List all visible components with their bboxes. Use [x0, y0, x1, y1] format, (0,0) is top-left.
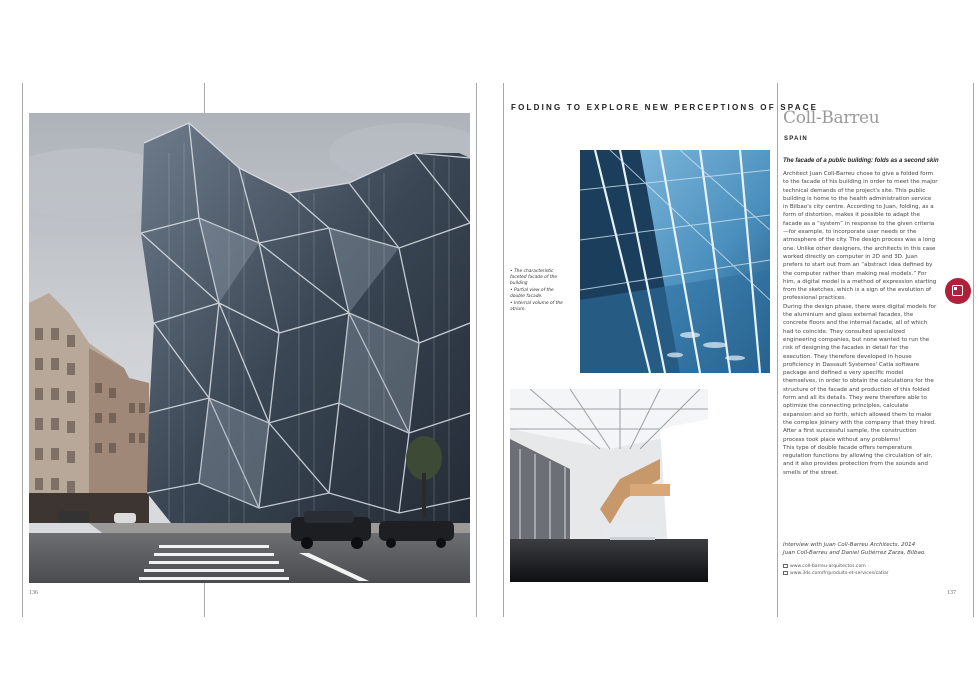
facade-building-photo [29, 113, 470, 583]
web-links [783, 563, 953, 577]
photo-captions [510, 269, 566, 314]
body-paragraph: During the design phase, there were digital models for the aluminium and glass external facades, the concrete floors and the internal facade, all of which had to coincide. They consulted specialized engineering companies, but none wanted to run the risk of designing the facades in detail for the execution. They therefore developed in house proficiency in Dassault Systemes' Catia software package and defined a very specific model themselves, in order to obtain the calculations for the structure of the facade and production of this folded form and all its details. They were therefore able to optimize the connecting principles, calculate expansion and so forth, which allowed them to make the complex joinery with the company that they hired. After a first successful sample, the construction process took place without any problems! [783, 303, 937, 443]
article-body [783, 170, 938, 477]
caption-item: • Internal volume of the atrium. [510, 301, 563, 313]
studio-name: Coll-Barreu [783, 108, 880, 128]
web-link[interactable]: www.3ds.com/fr/produits-et-services/catia/ [783, 570, 953, 577]
caption-item: • Partial view of the double facade. [510, 288, 554, 300]
chapter-icon [952, 285, 963, 296]
chapter-tab[interactable] [945, 278, 971, 304]
page-rule [973, 83, 974, 617]
right-page-number: 137 [947, 590, 956, 596]
page-rule [476, 83, 477, 617]
credit-line: Juan Coll-Barreu and Daniel Gutiérrez Zarza, Bilbao. [783, 550, 926, 556]
web-link[interactable]: www.coll-barreu-arquitectos.com [783, 563, 953, 570]
credit-line: Interview with Juan Coll-Barreu Architects, 2014 [783, 542, 916, 548]
page-rule [204, 583, 205, 617]
body-paragraph: This type of double facade offers temperature regulation functions by allowing the circulation of air, and it also provides protection from the sounds and smells of the street. [783, 444, 933, 476]
monitor-icon [783, 564, 788, 568]
body-paragraph: Architect Juan Coll-Barreu chose to give a folded form to the facade of his building in order to meet the major technical demands of the project's site. This public building is home to the health administration service in Bilbao's city centre. According to Juan, folding, as a form of distortion, makes it possible to adapt the facade as a “system” in response to the given criteria—for example, to incorporate user needs or the atmosphere of the city. The design process was a long one. Unlike other designers, the architects in this case worked directly on computer in 2D and 3D. Juan prefers to start out from an “abstract idea defined by the computer rather than making real models.” For him, a digital model is a method of expression starting from the sketches, which is a sign of the evolution of professional practices. [783, 171, 938, 302]
double-facade-photo [580, 150, 770, 373]
atrium-interior-photo [510, 389, 708, 582]
page-rule [204, 83, 205, 113]
left-page-number: 136 [29, 590, 38, 596]
page-rule [22, 83, 23, 617]
country-label: SPAIN [784, 136, 808, 142]
monitor-icon [783, 571, 788, 575]
page-rule [503, 83, 504, 617]
page-rule [777, 83, 778, 617]
article-title: The facade of a public building: folds as a second skin [783, 158, 939, 164]
interview-credit [783, 541, 943, 557]
caption-item: • The characteristic faceted facade of the building [510, 269, 558, 287]
running-head: FOLDING TO EXPLORE NEW PERCEPTIONS OF SPACE [511, 103, 819, 112]
